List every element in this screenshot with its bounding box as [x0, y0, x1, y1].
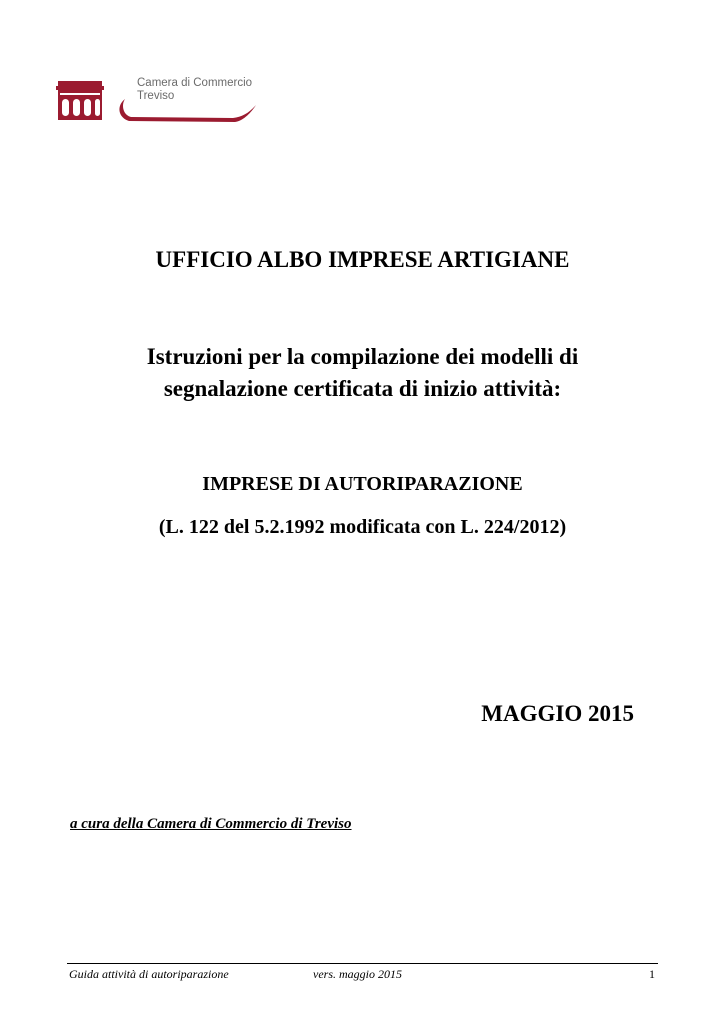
footer-guide-title: Guida attività di autoriparazione: [69, 967, 229, 981]
subtitle-line-2: segnalazione certificata di inizio attività:: [163, 376, 562, 401]
chamber-building-icon: [56, 77, 104, 122]
category-heading: IMPRESE DI AUTORIPARAZIONE: [202, 473, 523, 495]
publication-date: MAGGIO 2015: [481, 701, 634, 726]
document-subtitle: [0, 341, 725, 405]
page-number: 1: [649, 967, 655, 981]
logo-line-2: Treviso: [137, 90, 175, 102]
logo-text: [137, 77, 252, 103]
footer-divider: [67, 963, 658, 964]
chamber-logo: [56, 77, 261, 125]
logo-line-1: Camera di Commercio: [137, 77, 253, 89]
footer-version: vers. maggio 2015: [313, 967, 402, 981]
office-title: UFFICIO ALBO IMPRESE ARTIGIANE: [155, 247, 570, 272]
subtitle-line-1: Istruzioni per la compilazione dei modelli di: [146, 344, 579, 369]
law-reference: (L. 122 del 5.2.1992 modificata con L. 224/2012): [158, 516, 567, 538]
credit-line: a cura della Camera di Commercio di Treviso: [70, 816, 352, 832]
